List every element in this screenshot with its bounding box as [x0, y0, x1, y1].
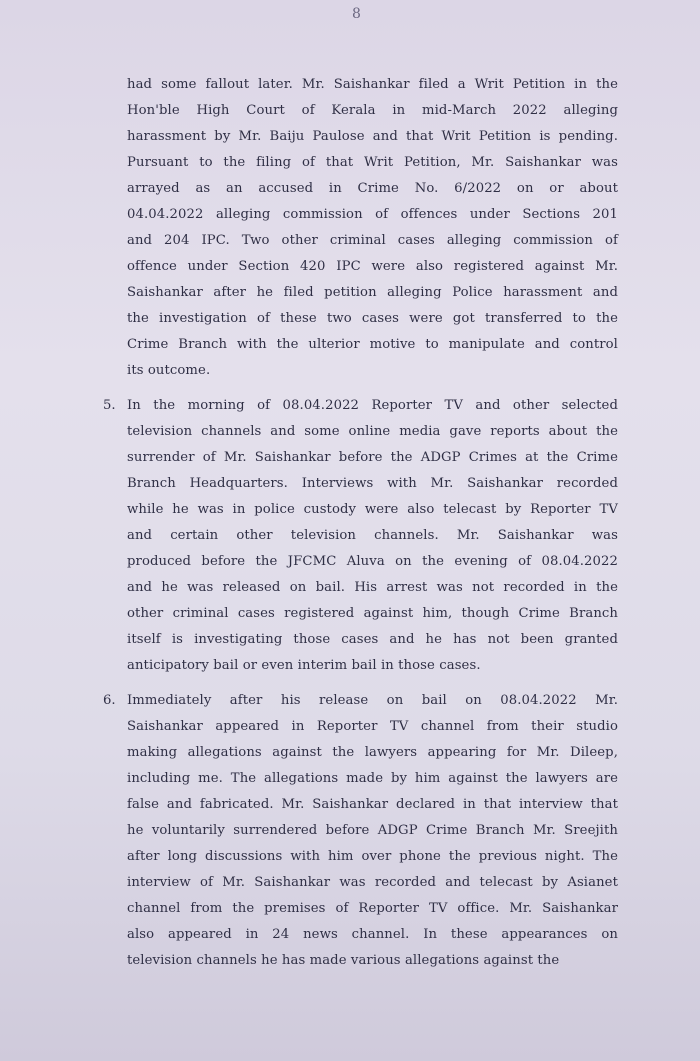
text-line: Pursuant to the filing of that Writ Petition, Mr. Saishankar was — [127, 155, 618, 170]
text-line: other criminal cases registered against him, though Crime Branch — [127, 606, 618, 621]
text-line: and 204 IPC. Two other criminal cases alleging commission of — [127, 233, 618, 248]
text-line: its outcome. — [127, 363, 211, 378]
paragraph — [103, 688, 618, 974]
text-line: false and fabricated. Mr. Saishankar declared in that interview that — [127, 797, 618, 812]
text-line: he voluntarily surrendered before ADGP Crime Branch Mr. Sreejith — [127, 823, 618, 838]
text-line: had some fallout later. Mr. Saishankar filed a Writ Petition in the — [127, 77, 618, 92]
text-line: produced before the JFCMC Aluva on the evening of 08.04.2022 — [127, 554, 618, 569]
text-line: Immediately after his release on bail on 08.04.2022 Mr. — [127, 693, 618, 708]
text-line: arrayed as an accused in Crime No. 6/2022 on or about — [127, 181, 618, 196]
text-line: television channels he has made various allegations against the — [127, 953, 560, 968]
page-number: 8 — [352, 6, 361, 22]
text-line: and certain other television channels. Mr. Saishankar was — [127, 528, 618, 543]
text-line: television channels and some online media gave reports about the — [127, 424, 618, 439]
paragraph-number: 5. — [103, 398, 116, 413]
text-line: including me. The allegations made by him against the lawyers are — [127, 771, 618, 786]
text-line: offence under Section 420 IPC were also registered against Mr. — [127, 259, 618, 274]
text-line: Branch Headquarters. Interviews with Mr. Saishankar recorded — [127, 476, 618, 491]
paragraph — [127, 72, 618, 384]
paragraph-number: 6. — [103, 693, 116, 708]
text-line: channel from the premises of Reporter TV office. Mr. Saishankar — [127, 901, 618, 916]
text-line: Saishankar after he filed petition alleging Police harassment and — [127, 285, 618, 300]
text-line: Saishankar appeared in Reporter TV channel from their studio — [127, 719, 618, 734]
text-line: anticipatory bail or even interim bail in those cases. — [127, 658, 481, 673]
text-line: making allegations against the lawyers appearing for Mr. Dileep, — [127, 745, 618, 760]
text-line: while he was in police custody were also telecast by Reporter TV — [127, 502, 618, 517]
text-line: Hon'ble High Court of Kerala in mid-March 2022 alleging — [127, 103, 618, 118]
document-body — [103, 72, 618, 983]
text-line: and he was released on bail. His arrest was not recorded in the — [127, 580, 618, 595]
text-line: the investigation of these two cases were got transferred to the — [127, 311, 618, 326]
text-line: surrender of Mr. Saishankar before the ADGP Crimes at the Crime — [127, 450, 618, 465]
text-line: In the morning of 08.04.2022 Reporter TV and other selected — [127, 398, 618, 413]
text-line: also appeared in 24 news channel. In these appearances on — [127, 927, 618, 942]
text-line: harassment by Mr. Baiju Paulose and that Writ Petition is pending. — [127, 129, 618, 144]
text-line: Crime Branch with the ulterior motive to manipulate and control — [127, 337, 618, 352]
paragraph — [103, 393, 618, 679]
text-line: after long discussions with him over phone the previous night. The — [127, 849, 618, 864]
text-line: interview of Mr. Saishankar was recorded and telecast by Asianet — [127, 875, 618, 890]
text-line: 04.04.2022 alleging commission of offences under Sections 201 — [127, 207, 618, 222]
text-line: itself is investigating those cases and he has not been granted — [127, 632, 618, 647]
